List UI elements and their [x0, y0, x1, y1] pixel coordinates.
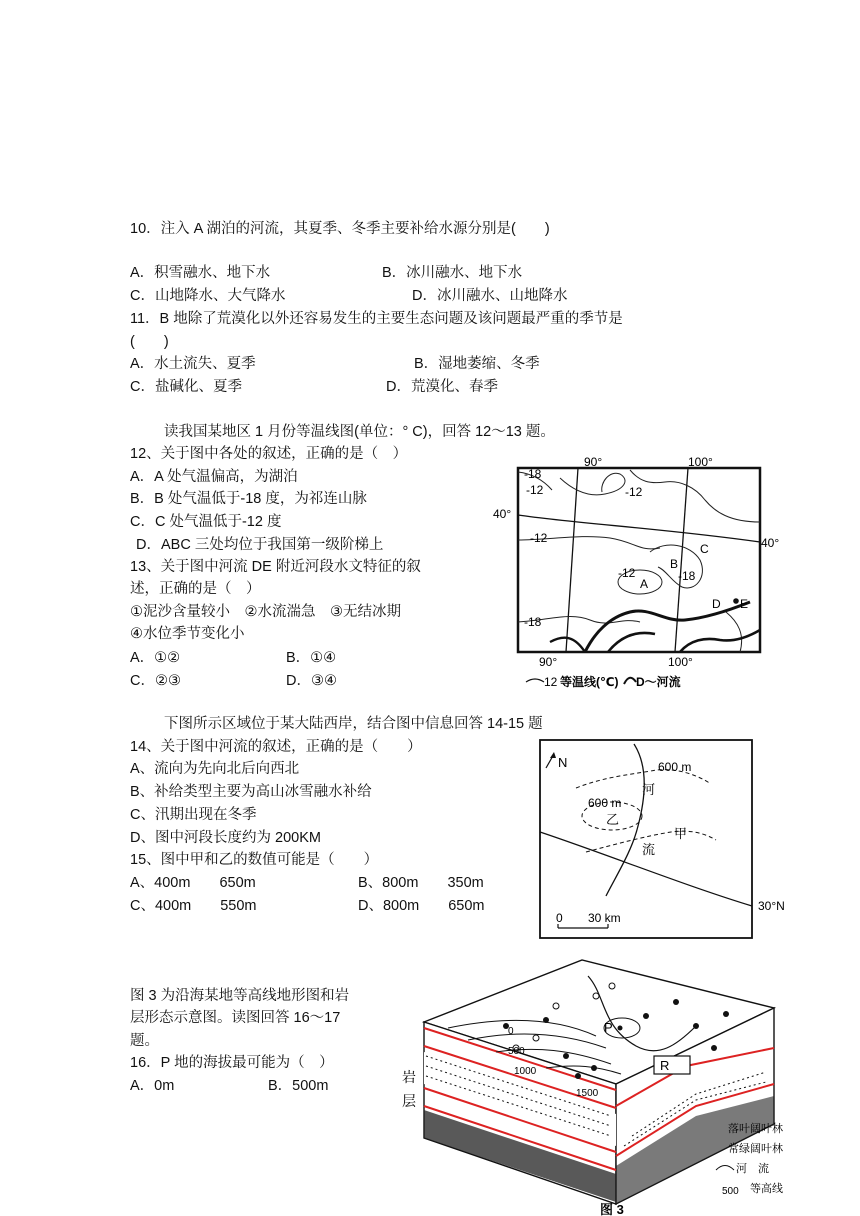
- q12-option-b: B．B 处气温低于-18 度，为祁连山脉: [130, 491, 367, 507]
- label-d: D: [712, 597, 721, 611]
- q10-stem: 10．注入 A 湖泊的河流，其夏季、冬季主要补给水源分别是( ): [130, 221, 550, 237]
- q13-option-c: C．②③: [130, 673, 181, 689]
- legend-deciduous: 落叶阔叶林: [728, 1123, 783, 1135]
- q14-option-a: A、流向为先向北后向西北: [130, 761, 300, 777]
- intro-14-15: 下图所示区域位于某大陆西岸，结合图中信息回答 14-15 题: [164, 716, 543, 732]
- q10-option-b: B．冰川融水、地下水: [382, 265, 523, 281]
- lon-90-top: 90°: [584, 455, 603, 469]
- label-30n: 30°N: [758, 899, 785, 913]
- label-minus12-mid: -12: [625, 485, 643, 499]
- q11-option-c: C．盐碱化、夏季: [130, 379, 242, 395]
- contour-label-1500: 1500: [576, 1088, 599, 1099]
- q16-stem: 16．P 地的海拔最可能为（ ）: [130, 1055, 334, 1071]
- legend-isotherm: 等温线(℃): [560, 675, 619, 689]
- legend-evergreen: 常绿阔叶林: [728, 1143, 783, 1155]
- legend-contour-num: 500: [722, 1186, 739, 1197]
- north-label: N: [558, 755, 568, 770]
- terrain-block-diagram: [396, 956, 826, 1216]
- q11-option-d: D．荒漠化、春季: [386, 379, 498, 395]
- label-e: E: [740, 597, 749, 611]
- figure-3-caption: 图 3: [600, 1202, 624, 1216]
- q16-option-a: A．0m: [130, 1078, 175, 1094]
- lat-40-left: 40°: [493, 507, 512, 521]
- label-he: 河: [642, 782, 656, 797]
- q13-stem: 13、关于图中河流 DE 附近河段水文特征的叙: [130, 559, 421, 575]
- q12-option-d: D．ABC 三处均位于我国第一级阶梯上: [136, 537, 384, 553]
- lon-90-bottom: 90°: [539, 655, 558, 669]
- label-minus12-a: -12: [618, 566, 636, 580]
- q14-option-d: D、图中河段长度约为 200KM: [130, 830, 321, 846]
- q11-option-b: B．湿地萎缩、冬季: [414, 356, 540, 372]
- q11-stem: 11．B 地除了荒漠化以外还容易发生的主要生态问题及该问题最严重的季节是: [130, 311, 623, 327]
- q13-items-row2: ④水位季节变化小: [130, 626, 245, 642]
- legend-contour: 等高线: [750, 1183, 783, 1195]
- label-r: R: [660, 1058, 670, 1073]
- label-minus12-top: -12: [526, 483, 544, 497]
- q12-stem: 12、关于图中各处的叙述，正确的是（ ）: [130, 446, 408, 462]
- label-yan: 岩: [402, 1069, 416, 1085]
- contour-600-a: 600 m: [658, 760, 692, 774]
- label-minus18-top: -18: [524, 467, 542, 481]
- q11-stem-paren: ( ): [130, 334, 169, 350]
- q15-option-b: B、800m 350m: [358, 875, 484, 891]
- label-ceng: 层: [402, 1093, 416, 1109]
- contour-map: [536, 736, 806, 942]
- q15-option-c: C、400m 550m: [130, 898, 257, 914]
- label-liu: 流: [642, 842, 656, 857]
- q13-stem-cont: 述，正确的是（ ）: [130, 581, 261, 597]
- q15-stem: 15、图中甲和乙的数值可能是（ ）: [130, 852, 379, 868]
- q14-stem: 14、关于图中河流的叙述，正确的是（ ）: [130, 739, 422, 755]
- scale-zero: 0: [556, 911, 563, 925]
- lon-100-top: 100°: [688, 455, 713, 469]
- label-b: B: [670, 557, 679, 571]
- label-minus18-bottom: -18: [524, 615, 542, 629]
- q10-option-d: D．冰川融水、山地降水: [412, 288, 568, 304]
- contour-600-b: 600 m: [588, 796, 622, 810]
- q13-items-row1: ①泥沙含量较小 ②水流湍急 ③无结冰期: [130, 604, 401, 620]
- isotherm-map: [490, 452, 790, 694]
- contour-label-1000: 1000: [514, 1066, 537, 1077]
- q10-option-a: A．积雪融水、地下水: [130, 265, 271, 281]
- q11-option-a: A．水土流失、夏季: [130, 356, 256, 372]
- legend-number: 12: [544, 675, 558, 689]
- q13-option-b: B．①④: [286, 650, 337, 666]
- q12-option-c: C．C 处气温低于-12 度: [130, 514, 282, 530]
- contour-label-0: 0: [508, 1026, 514, 1037]
- lat-40-right: 40°: [761, 536, 780, 550]
- q12-option-a: A．A 处气温偏高，为湖泊: [130, 469, 298, 485]
- q10-option-c: C．山地降水、大气降水: [130, 288, 286, 304]
- q14-option-b: B、补给类型主要为高山冰雪融水补给: [130, 784, 372, 800]
- intro-16-17-line2: 层形态示意图。读图回答 16～17: [130, 1010, 341, 1026]
- lon-100-bottom: 100°: [668, 655, 693, 669]
- intro-16-17-line1: 图 3 为沿海某地等高线地形图和岩: [130, 988, 350, 1004]
- q14-option-c: C、汛期出现在冬季: [130, 807, 257, 823]
- q15-option-a: A、400m 650m: [130, 875, 256, 891]
- label-jia: 甲: [674, 826, 688, 841]
- legend-river: D～河流: [636, 675, 681, 689]
- label-p: P: [604, 1020, 613, 1035]
- contour-label-500: 500: [508, 1046, 525, 1057]
- q13-option-d: D．③④: [286, 673, 337, 689]
- label-yi: 乙: [606, 812, 620, 827]
- label-a: A: [640, 577, 649, 591]
- label-minus12-left: -12: [530, 531, 548, 545]
- q13-option-a: A．①②: [130, 650, 181, 666]
- q16-option-b: B．500m: [268, 1078, 329, 1094]
- scale-30km: 30 km: [588, 911, 621, 925]
- q15-option-d: D、800m 650m: [358, 898, 485, 914]
- label-minus18-b: -18: [678, 569, 696, 583]
- legend-river-fig3: 河 流: [736, 1163, 769, 1175]
- label-c: C: [700, 542, 709, 556]
- intro-16-17-line3: 题。: [130, 1033, 159, 1049]
- intro-12-13: 读我国某地区 1 月份等温线图(单位：° C)，回答 12～13 题。: [164, 424, 555, 440]
